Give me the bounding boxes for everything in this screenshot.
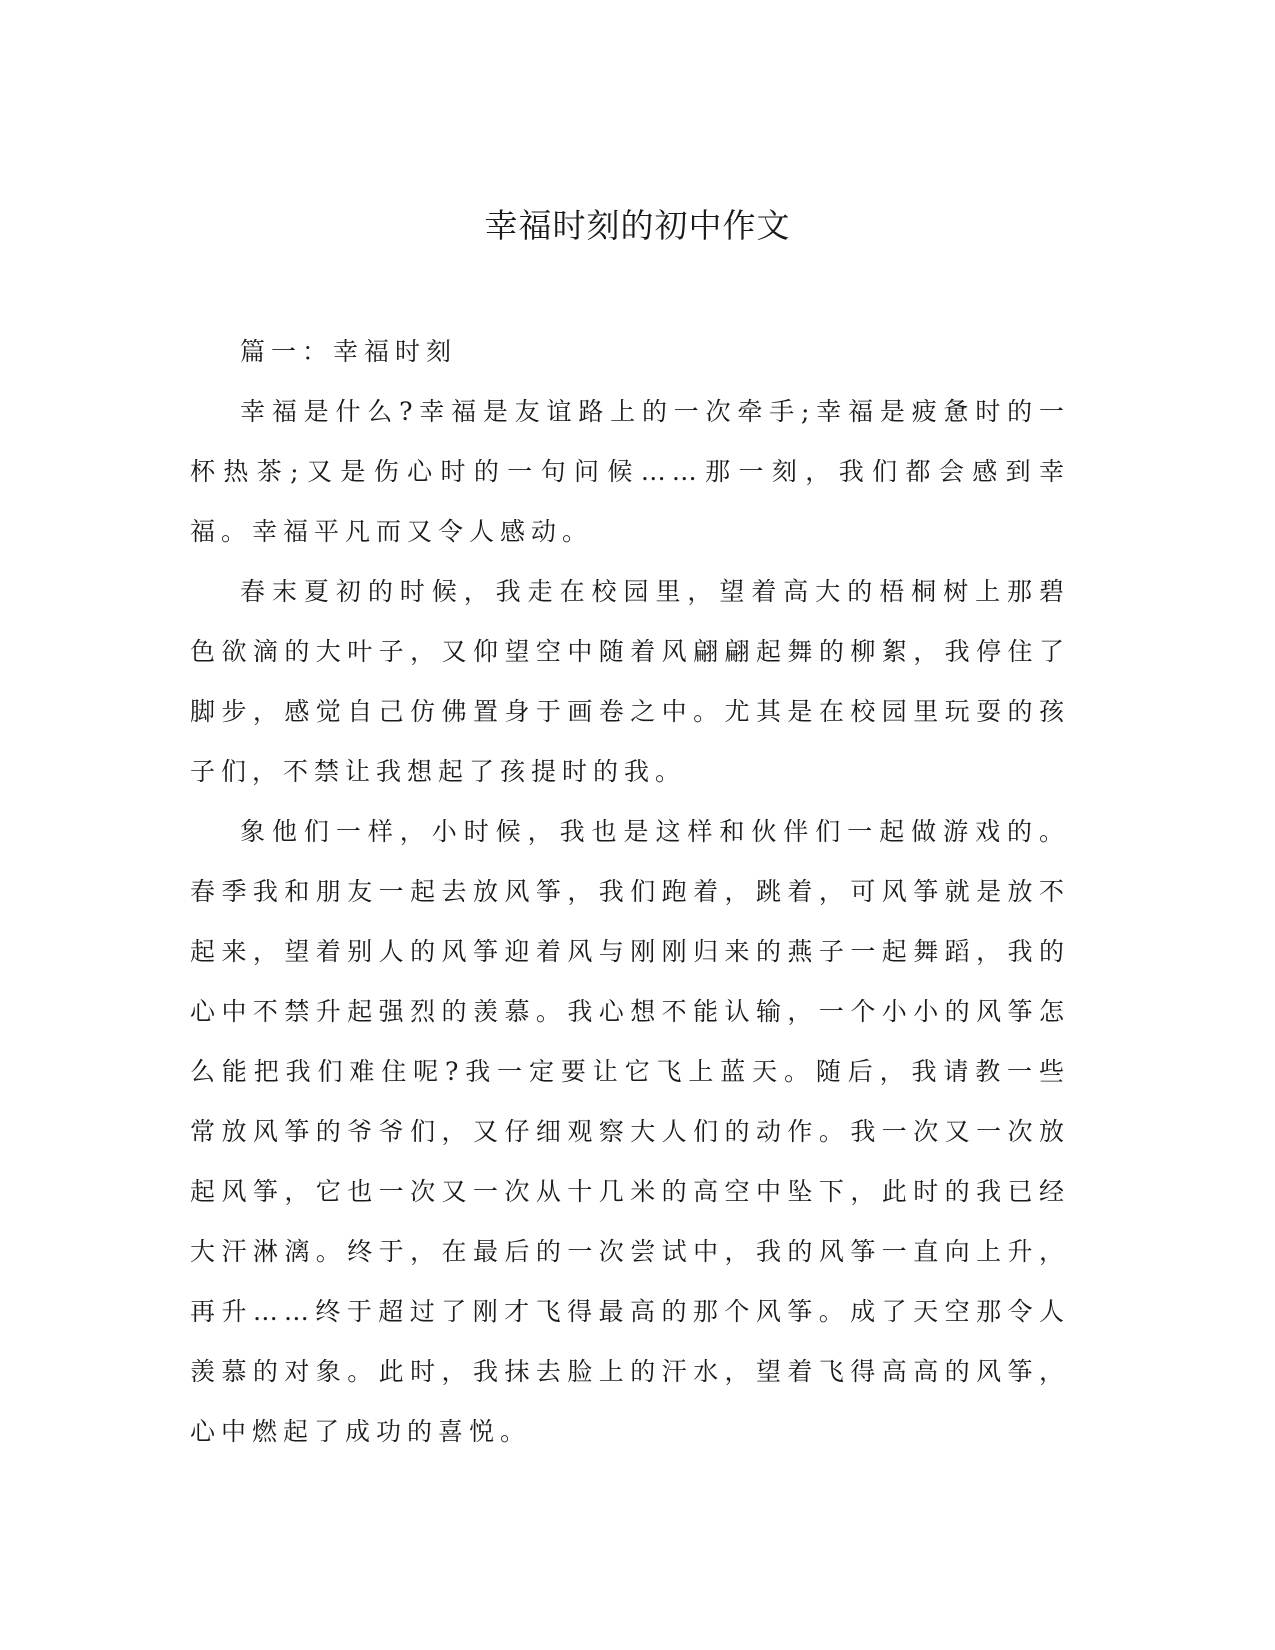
paragraph: 幸福是什么?幸福是友谊路上的一次牵手;幸福是疲惫时的一杯热茶;又是伤心时的一句问候……那一刻，我们都会感到幸福。幸福平凡而又令人感动。 bbox=[190, 397, 1070, 546]
paragraph: 春末夏初的时候，我走在校园里，望着高大的梧桐树上那碧色欲滴的大叶子，又仰望空中随着风翩翩起舞的柳絮，我停住了脚步，感觉自己仿佛置身于画卷之中。尤其是在校园里玩耍的孩子们，不禁让我想起了孩提时的我。 bbox=[190, 577, 1070, 786]
section-heading: 篇一：幸福时刻 bbox=[240, 337, 458, 366]
document-body bbox=[190, 322, 1070, 1462]
paragraph: 象他们一样，小时候，我也是这样和伙伴们一起做游戏的。春季我和朋友一起去放风筝，我们跑着，跳着，可风筝就是放不起来，望着别人的风筝迎着风与刚刚归来的燕子一起舞蹈，我的心中不禁升起强烈的羡慕。我心想不能认输，一个小小的风筝怎么能把我们难住呢?我一定要让它飞上蓝天。随后，我请教一些常放风筝的爷爷们，又仔细观察大人们的动作。我一次又一次放起风筝，它也一次又一次从十几米的高空中坠下，此时的我已经大汗淋漓。终于，在最后的一次尝试中，我的风筝一直向上升，再升……终于超过了刚才飞得最高的那个风筝。成了天空那令人羡慕的对象。此时，我抹去脸上的汗水，望着飞得高高的风筝，心中燃起了成功的喜悦。 bbox=[190, 817, 1070, 1446]
document-title: 幸福时刻的初中作文 bbox=[484, 206, 791, 245]
